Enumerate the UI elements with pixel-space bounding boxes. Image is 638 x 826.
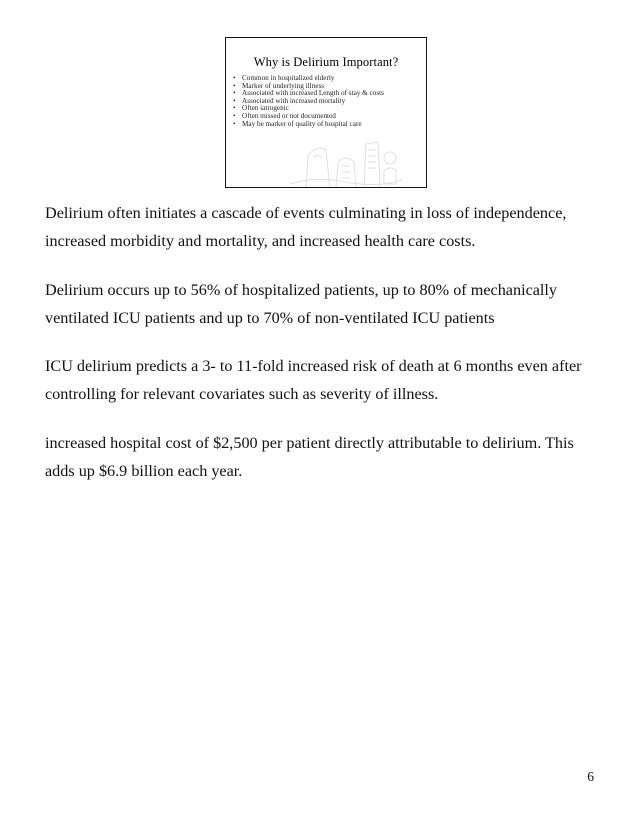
slide-bullet-text: Often iatrogenic: [242, 104, 289, 113]
paragraph-cascade: Delirium often initiates a cascade of events culminating in loss of independence, increased morbidity and mortality, and increased health care costs.: [45, 204, 567, 250]
bullet-icon: •: [233, 119, 236, 128]
bullet-icon: •: [233, 81, 236, 90]
slide-thumbnail: [225, 37, 427, 188]
bullet-icon: •: [233, 74, 236, 82]
paragraph-occurrence: Delirium occurs up to 56% of hospitalized patients, up to 80% of mechanically ventilated ICU patients and up to 70% of non-ventilated ICU patients: [45, 281, 558, 327]
slide-bullet-text: Associated with increased mortality: [242, 96, 346, 105]
slide-bullet-text: Associated with increased Length of stay & costs: [242, 89, 384, 98]
slide-bullet-text: Often missed or not documented: [242, 111, 336, 120]
faded-illustration-icon: [286, 136, 404, 188]
slide-bullet-item: [233, 121, 384, 129]
slide-bullet-text: May be marker of quality of hospital care: [242, 119, 362, 128]
paragraph-hospital-cost: increased hospital cost of $2,500 per patient directly attributable to delirium. This adds up $6.9 billion each year.: [45, 434, 574, 480]
slide-bullet-text: Marker of underlying illness: [242, 81, 325, 90]
bullet-icon: •: [233, 111, 236, 120]
bullet-icon: •: [233, 104, 236, 113]
bullet-icon: •: [233, 96, 236, 105]
slide-bullet-text: Common in hospitalized elderly: [242, 74, 335, 82]
bullet-icon: •: [233, 89, 236, 98]
page-number: 6: [587, 769, 594, 784]
paragraph-mortality-risk: ICU delirium predicts a 3- to 11-fold increased risk of death at 6 months even after controlling for relevant covariates such as severity of illness.: [45, 357, 582, 403]
slide-bullet-list: [233, 75, 384, 128]
slide-title: Why is Delirium Important?: [253, 55, 399, 69]
